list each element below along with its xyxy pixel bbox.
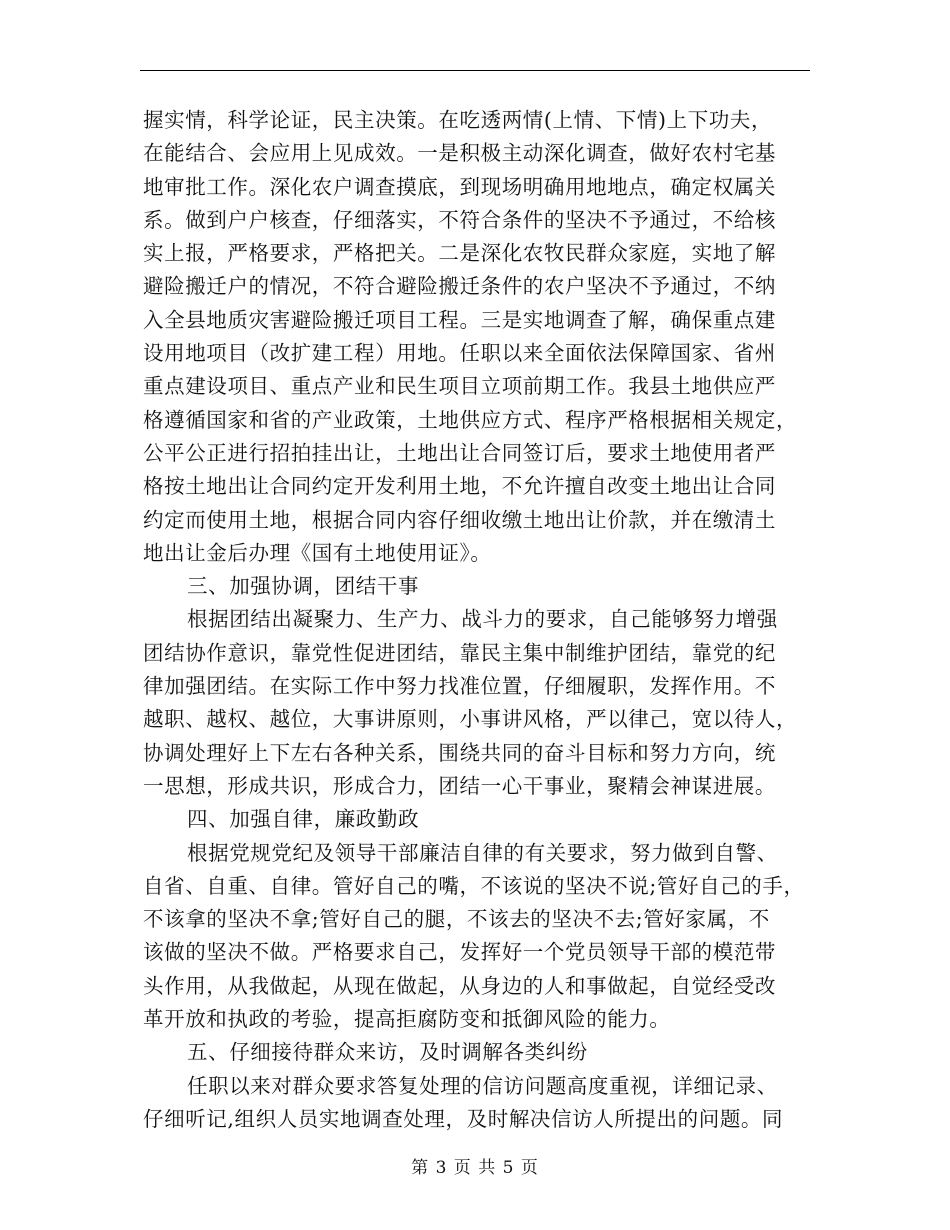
text-line: 握实情，科学论证，民主决策。在吃透两情(上情、下情)上下功夫，	[143, 108, 773, 132]
text-line: 避险搬迁户的情况，不符合避险搬迁条件的农户坚决不予通过，不纳	[143, 274, 776, 299]
page-number: 第 3 页 共 5 页	[411, 1158, 539, 1178]
text-line: 格按土地出让合同约定开发利用土地，不允许擅自改变土地出让合同	[143, 474, 776, 499]
text-line: 在能结合、会应用上见成效。一是积极主动深化调查，做好农村宅基	[143, 141, 776, 166]
text-line: 一思想，形成共识，形成合力，团结一心干事业，聚精会神谋进展。	[143, 773, 776, 798]
text-line: 地审批工作。深化农户调查摸底，到现场明确用地地点，确定权属关	[143, 174, 776, 199]
paragraph-start: 根据党规党纪及领导干部廉洁自律的有关要求，努力做到自警、	[187, 840, 778, 865]
text-line: 设用地项目（改扩建工程）用地。任职以来全面依法保障国家、省州	[143, 341, 776, 366]
paragraph-start: 任职以来对群众要求答复处理的信访问题高度重视，详细记录、	[187, 1073, 778, 1098]
text-line: 实上报，严格要求，严格把关。二是深化农牧民群众家庭，实地了解	[143, 241, 776, 266]
text-line: 约定而使用土地，根据合同内容仔细收缴土地出让价款，并在缴清土	[143, 507, 776, 532]
text-line: 自省、自重、自律。管好自己的嘴，不该说的坚决不说;管好自己的手，	[143, 873, 805, 898]
text-line: 协调处理好上下左右各种关系，围绕共同的奋斗目标和努力方向，统	[143, 740, 776, 765]
paragraph-start: 根据团结出凝聚力、生产力、战斗力的要求，自己能够努力增强	[187, 607, 778, 632]
text-line: 律加强团结。在实际工作中努力找准位置，仔细履职，发挥作用。不	[143, 674, 776, 699]
text-line: 仔细听记,组织人员实地调查处理，及时解决信访人所提出的问题。同	[143, 1106, 784, 1131]
text-line: 系。做到户户核查，仔细落实，不符合条件的坚决不予通过，不给核	[143, 207, 776, 232]
document-body	[143, 104, 815, 1136]
header-rule	[140, 70, 810, 71]
section-heading: 三、加强协调，团结干事	[187, 574, 420, 599]
section-heading: 四、加强自律，廉政勤政	[187, 807, 420, 832]
text-line: 入全县地质灾害避险搬迁项目工程。三是实地调查了解，确保重点建	[143, 307, 776, 332]
text-line: 重点建设项目、重点产业和民生项目立项前期工作。我县土地供应严	[143, 374, 776, 399]
text-line: 头作用，从我做起，从现在做起，从身边的人和事做起，自觉经受改	[143, 973, 776, 998]
text-line: 团结协作意识，靠党性促进团结，靠民主集中制维护团结，靠党的纪	[143, 640, 776, 665]
text-line: 越职、越权、越位，大事讲原则，小事讲风格，严以律己，宽以待人，	[143, 707, 798, 732]
text-line: 地出让金后办理《国有土地使用证》。	[143, 540, 492, 565]
text-line: 不该拿的坚决不拿;管好自己的腿，不该去的坚决不去;管好家属，不	[143, 907, 770, 932]
text-line: 革开放和执政的考验，提高拒腐防变和抵御风险的能力。	[143, 1007, 671, 1032]
text-line: 该做的坚决不做。严格要求自己，发挥好一个党员领导干部的模范带	[143, 940, 776, 965]
text-line: 公平公正进行招拍挂出让，土地出让合同签订后，要求土地使用者严	[143, 440, 776, 465]
section-heading: 五、仔细接待群众来访，及时调解各类纠纷	[187, 1040, 588, 1065]
text-line: 格遵循国家和省的产业政策，土地供应方式、程序严格根据相关规定，	[143, 407, 798, 432]
